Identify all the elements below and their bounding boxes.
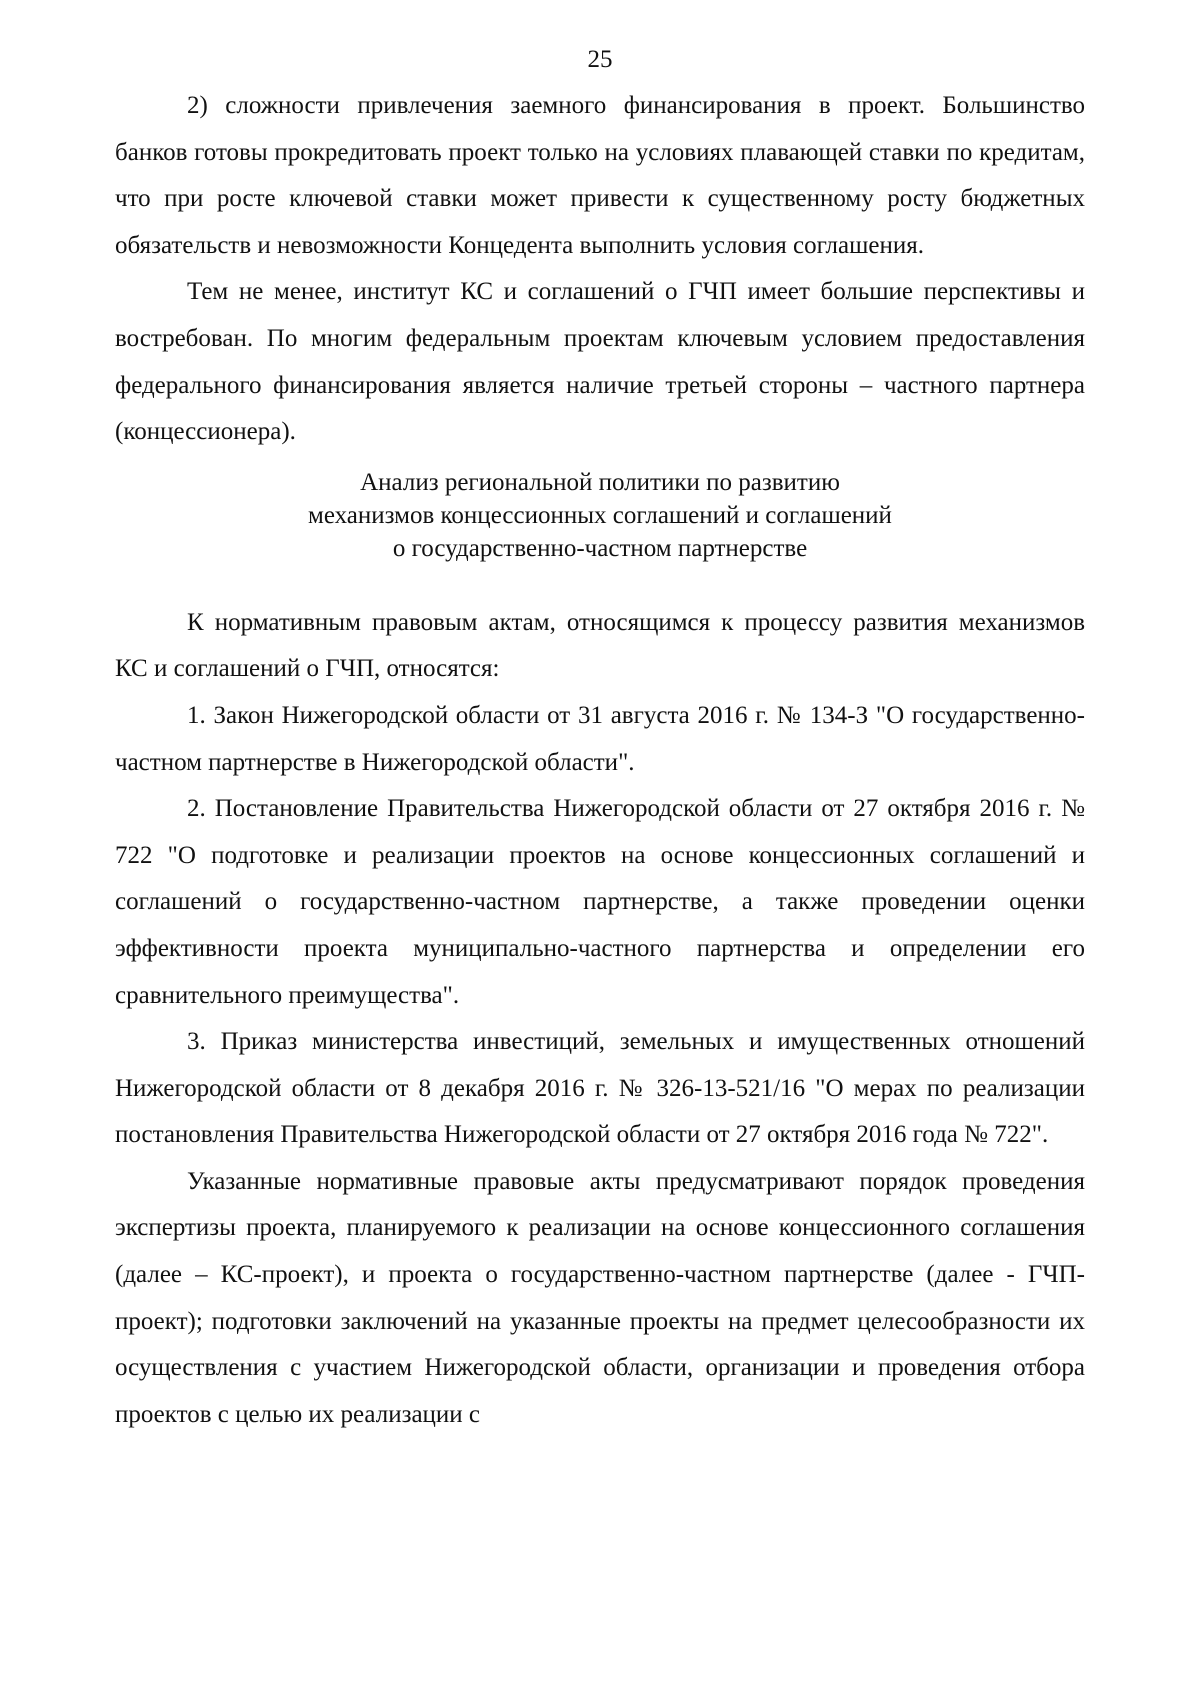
- section-heading-line-1: Анализ региональной политики по развитию: [360, 468, 840, 496]
- paragraph-borrowing-difficulties: 2) сложности привлечения заемного финансирования в проект. Большинство банков готовы прокредитовать проект только на условиях плавающей ставки по кредитам, что при росте ключевой ставки может привести к существенному росту бюджетных обязательств и невозможности Концедента выполнить условия соглашения.: [115, 92, 1085, 259]
- section-heading-line-3: о государственно-частном партнерстве: [392, 534, 808, 562]
- paragraph-prospects: Тем не менее, институт КС и соглашений о ГЧП имеет большие перспективы и востребован. По многим федеральным проектам ключевым условием предоставления федерального финансирования является наличие третьей стороны – частного партнера (концессионера).: [115, 278, 1085, 446]
- paragraph-law-item-1: 1. Закон Нижегородской области от 31 августа 2016 г. № 134-З "О государственно-частном партнерстве в Нижегородской области".: [115, 701, 1085, 776]
- paragraph-order-item-3: 3. Приказ министерства инвестиций, земельных и имущественных отношений Нижегородской области от 8 декабря 2016 г. № 326-13-521/16 "О мерах по реализации постановления Правительства Нижегородской области от 27 октября 2016 года № 722".: [115, 1028, 1085, 1149]
- paragraph-decree-item-2: 2. Постановление Правительства Нижегородской области от 27 октября 2016 г. № 722 "О подготовке и реализации проектов на основе концессионных соглашений и соглашений о государственно-частном партнерстве, а также проведении оценки эффективности проекта муниципально-частного партнерства и определении его сравнительного преимущества".: [115, 795, 1085, 1009]
- section-heading-line-2: механизмов концессионных соглашений и соглашений: [308, 501, 892, 529]
- document-body: [115, 83, 1085, 1438]
- paragraph-acts-provisions: Указанные нормативные правовые акты предусматривают порядок проведения экспертизы проекта, планируемого к реализации на основе концессионного соглашения (далее – КС-проект), и проекта о государственно-частном партнерстве (далее - ГЧП-проект); подготовки заключений на указанные проекты на предмет целесообразности их осуществления с участием Нижегородской области, организации и проведения отбора проектов с целью их реализации с: [115, 1167, 1085, 1428]
- page-number: 25: [587, 46, 613, 73]
- section-heading: [115, 466, 1085, 565]
- paragraph-legal-acts-intro: К нормативным правовым актам, относящимся к процессу развития механизмов КС и соглашений о ГЧП, относятся:: [115, 608, 1085, 683]
